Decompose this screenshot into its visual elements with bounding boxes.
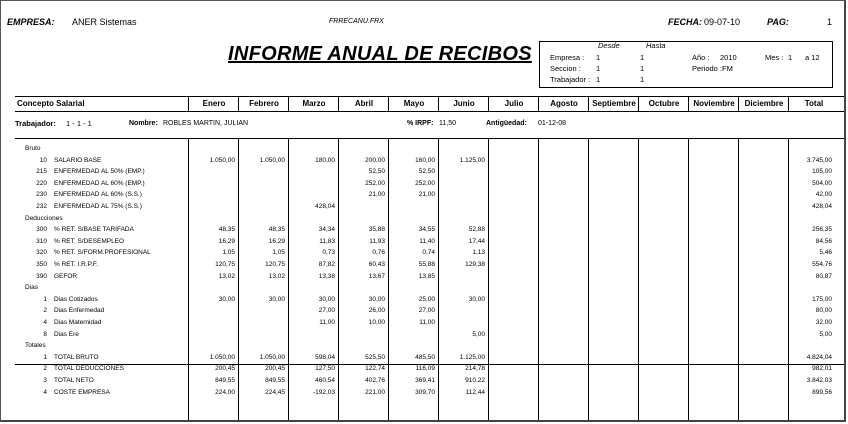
concept-label: % RET. S/DESEMPLEO (54, 237, 125, 245)
col-febrero: Febrero (238, 97, 289, 111)
table-row (15, 317, 846, 328)
concept-label: Dias Enfermedad (54, 307, 105, 315)
concept-code: 215 (36, 168, 47, 176)
row-total: 80,00 (815, 307, 832, 315)
concept-label: GEFOR (54, 272, 78, 280)
concept-label: Dias Maternidad (54, 319, 102, 326)
month-value: 34,34 (318, 226, 335, 234)
month-value: 1.050,00 (259, 156, 285, 164)
month-value: 52,50 (368, 168, 385, 176)
section-label: Dias (25, 284, 39, 292)
month-value: 13,67 (368, 272, 385, 280)
month-value: 1,05 (272, 249, 285, 257)
mes-desde: 1 (788, 53, 793, 62)
concept-label: ENFERMEDAD AL 50% (EMP.) (54, 168, 145, 176)
row-total: 554,76 (812, 261, 832, 268)
report-file: FRRECANU.FRX (329, 18, 384, 25)
month-value: 52,50 (418, 168, 435, 176)
table-row (15, 201, 846, 212)
fecha-label: FECHA: (668, 17, 702, 27)
month-value: 11,40 (419, 237, 435, 245)
row-total: 42,00 (815, 191, 832, 199)
table-row (15, 166, 846, 177)
row-total: 504,00 (812, 179, 832, 187)
row-total: 32,00 (815, 319, 832, 326)
trabajador-label: Trabajador: (15, 119, 56, 128)
col-diciembre: Diciembre (738, 97, 789, 111)
row-total: 3.842,03 (806, 377, 832, 384)
concept-code: 1 (43, 353, 47, 361)
table-row (15, 294, 846, 305)
concept-label: % RET. S/FORM.PROFESIONAL (54, 249, 151, 257)
month-value: 30,00 (468, 295, 485, 303)
concept-code: 390 (36, 272, 47, 280)
concept-code: 4 (43, 319, 47, 326)
irpf-label: % IRPF: (407, 120, 434, 127)
col-agosto: Agosto (538, 97, 589, 111)
concept-label: Dias Ere (54, 330, 79, 338)
col-septiembre: Septiembre (588, 97, 639, 111)
antiguedad-value: 01-12-08 (538, 120, 567, 127)
antiguedad-label: Antigüedad: (486, 120, 527, 127)
month-value: 120,75 (215, 261, 235, 268)
month-value: 60,43 (368, 261, 385, 268)
filter-trabajador-hasta: 1 (640, 75, 645, 84)
month-value: 428,04 (315, 203, 335, 210)
periodo-label: Periodo : (692, 64, 723, 73)
col-julio: Julio (488, 97, 539, 111)
month-value: 200,00 (365, 156, 385, 164)
month-value: 402,76 (365, 377, 385, 384)
section-row (15, 340, 846, 351)
table-row (15, 224, 846, 235)
month-value: 200,45 (215, 365, 235, 373)
month-value: 849,55 (215, 377, 235, 384)
concept-code: 320 (36, 249, 47, 257)
month-value: 525,50 (365, 353, 385, 361)
month-value: 214,78 (465, 365, 485, 373)
section-label: Totales (25, 342, 46, 350)
row-total: 5,00 (819, 330, 832, 338)
month-value: 11,83 (319, 237, 335, 245)
row-total: 899,56 (812, 388, 832, 396)
table-row (15, 236, 846, 247)
month-value: 252,00 (365, 179, 385, 187)
concept-label: SALARIO BASE (54, 156, 102, 164)
concept-code: 10 (39, 156, 47, 164)
concept-code: 350 (36, 261, 47, 268)
filter-empresa-label: Empresa : (550, 53, 585, 62)
table-row (15, 387, 846, 398)
table-row (15, 363, 846, 374)
row-total: 84,56 (815, 237, 832, 245)
month-value: 5,00 (472, 330, 485, 338)
month-value: 129,38 (465, 261, 485, 268)
month-value: 13,38 (318, 272, 335, 280)
month-value: 13,02 (268, 272, 285, 280)
table-row (15, 352, 846, 363)
anio-label: Año : (692, 53, 710, 62)
anio-value: 2010 (720, 53, 737, 62)
section-label: Deducciones (25, 214, 63, 222)
row-total: 982,01 (812, 365, 832, 373)
concept-code: 232 (36, 203, 47, 210)
month-value: 598,04 (315, 353, 335, 361)
month-value: 48,35 (218, 226, 235, 234)
filter-trabajador-desde: 1 (596, 75, 601, 84)
concept-label: Dias Cotizados (54, 295, 98, 303)
table-row (15, 271, 846, 282)
month-value: 112,44 (465, 388, 485, 396)
concept-label: COSTE EMPRESA (54, 388, 110, 396)
concept-code: 2 (43, 365, 47, 373)
month-value: 17,44 (468, 237, 485, 245)
row-total: 175,00 (812, 295, 832, 303)
filter-seccion-label: Seccion : (550, 64, 581, 73)
irpf-value: 11,50 (439, 120, 456, 127)
month-value: 0,76 (372, 249, 385, 257)
table-row (15, 259, 846, 270)
month-value: 30,00 (318, 295, 335, 303)
month-value: 849,55 (265, 377, 285, 384)
row-total: 428,04 (812, 203, 832, 210)
filter-trabajador-label: Trabajador : (550, 75, 591, 84)
fecha-value: 09-07-10 (704, 17, 741, 27)
concept-code: 4 (43, 388, 47, 396)
month-value: 1.050,00 (209, 156, 235, 164)
month-value: 11,93 (369, 237, 385, 245)
column-header-row (15, 96, 846, 112)
col-mayo: Mayo (388, 97, 439, 111)
month-value: 460,54 (315, 377, 335, 384)
table-row (15, 329, 846, 340)
month-value: 27,00 (318, 307, 335, 315)
month-value: 11,00 (419, 319, 435, 326)
month-value: 0,73 (322, 249, 335, 257)
month-value: 16,29 (218, 237, 235, 245)
row-total: 4.824,04 (806, 353, 832, 361)
filter-seccion-desde: 1 (596, 64, 601, 73)
month-value: 16,29 (268, 237, 285, 245)
concept-label: ENFERMEDAD AL 60% (S.S.) (54, 191, 142, 199)
concept-label: TOTAL NETO (54, 377, 94, 384)
month-value: 1,13 (472, 249, 485, 257)
concept-code: 8 (43, 330, 47, 338)
trabajador-value: 1 - 1 - 1 (66, 119, 92, 128)
month-value: 180,00 (315, 156, 335, 164)
concept-label: % RET. S/BASE TARIFADA (54, 226, 134, 234)
section-row (15, 282, 846, 293)
month-value: 224,45 (265, 388, 285, 396)
month-value: 55,88 (418, 261, 435, 268)
col-octubre: Octubre (638, 97, 689, 111)
empresa-label: EMPRESA: (7, 17, 55, 27)
col-concepto: Concepto Salarial (17, 99, 85, 108)
month-value: 30,00 (268, 295, 285, 303)
month-value: 30,00 (218, 295, 235, 303)
month-value: 13,85 (418, 272, 435, 280)
col-marzo: Marzo (288, 97, 339, 111)
month-value: 224,00 (215, 388, 235, 396)
col-enero: Enero (188, 97, 239, 111)
table-row (15, 155, 846, 166)
concept-code: 310 (36, 237, 47, 245)
col-noviembre: Noviembre (688, 97, 739, 111)
row-total: 5,46 (819, 249, 832, 257)
col-total: Total (788, 97, 839, 111)
data-grid (15, 138, 846, 422)
table-row (15, 178, 846, 189)
month-value: 11,00 (319, 319, 335, 326)
month-value: 30,00 (368, 295, 385, 303)
month-value: 0,74 (422, 249, 435, 257)
month-value: 25,00 (418, 295, 435, 303)
table-row (15, 375, 846, 386)
table-row (15, 247, 846, 258)
month-value: 485,50 (415, 353, 435, 361)
month-value: 116,09 (415, 365, 435, 373)
hasta-label: Hasta (646, 41, 666, 50)
periodo-value: FM (722, 64, 733, 73)
row-total: 256,35 (812, 226, 832, 234)
empresa-value: ANER Sistemas (72, 17, 137, 27)
month-value: 122,74 (365, 365, 385, 373)
concept-label: ENFERMEDAD AL 60% (EMP.) (54, 179, 145, 187)
mes-a: a 12 (805, 53, 820, 62)
month-value: 120,75 (265, 261, 285, 268)
concept-code: 1 (43, 295, 47, 303)
filter-seccion-hasta: 1 (640, 64, 645, 73)
month-value: 87,82 (318, 261, 335, 268)
month-value: 27,00 (418, 307, 435, 315)
month-value: 21,00 (368, 191, 385, 199)
concept-label: TOTAL BRUTO (54, 353, 99, 361)
row-total: 80,87 (815, 272, 832, 280)
month-value: 21,00 (418, 191, 435, 199)
filter-box (539, 41, 833, 88)
concept-code: 3 (43, 377, 47, 384)
month-value: 13,02 (218, 272, 235, 280)
month-value: -192,03 (312, 388, 335, 396)
month-value: 369,41 (415, 377, 435, 384)
month-value: 1.125,00 (459, 156, 485, 164)
section-row (15, 213, 846, 224)
desde-label: Desde (598, 41, 620, 50)
filter-empresa-hasta: 1 (640, 53, 645, 62)
month-value: 48,35 (268, 226, 285, 234)
month-value: 26,00 (368, 307, 385, 315)
concept-code: 300 (36, 226, 47, 234)
col-junio: Junio (438, 97, 489, 111)
table-row (15, 305, 846, 316)
month-value: 200,45 (265, 365, 285, 373)
mes-label: Mes : (765, 53, 784, 62)
month-value: 160,00 (415, 156, 435, 164)
month-value: 34,55 (418, 226, 435, 234)
month-value: 127,50 (315, 365, 335, 373)
month-value: 10,00 (368, 319, 385, 326)
month-value: 309,70 (415, 388, 435, 396)
concept-label: TOTAL DEDUCCIONES (54, 365, 124, 373)
concept-code: 220 (36, 179, 47, 187)
row-total: 105,00 (812, 168, 832, 176)
row-total: 3.745,00 (806, 156, 832, 164)
pag-value: 1 (827, 17, 833, 27)
nombre-label: Nombre: (129, 120, 158, 127)
month-value: 910,22 (465, 377, 485, 384)
concept-label: ENFERMEDAD AL 75% (S.S.) (54, 203, 142, 210)
report-title: INFORME ANUAL DE RECIBOS (228, 43, 532, 65)
month-value: 1.050,00 (259, 353, 285, 361)
col-abril: Abril (338, 97, 389, 111)
pag-label: PAG: (767, 17, 789, 27)
month-value: 52,88 (468, 226, 485, 234)
month-value: 221,00 (365, 388, 385, 396)
filter-empresa-desde: 1 (596, 53, 601, 62)
concept-code: 2 (43, 307, 47, 315)
section-label: Bruto (25, 145, 41, 152)
table-row (15, 189, 846, 200)
month-value: 1,05 (222, 249, 235, 257)
nombre-value: ROBLES MARTIN, JULIAN (163, 120, 249, 127)
concept-code: 230 (36, 191, 47, 199)
month-value: 1.125,00 (459, 353, 485, 361)
concept-label: % RET. I.R.P.F. (54, 261, 98, 268)
month-value: 35,88 (368, 226, 385, 234)
month-value: 1.050,00 (209, 353, 235, 361)
month-value: 252,00 (415, 179, 435, 187)
section-row (15, 143, 846, 154)
